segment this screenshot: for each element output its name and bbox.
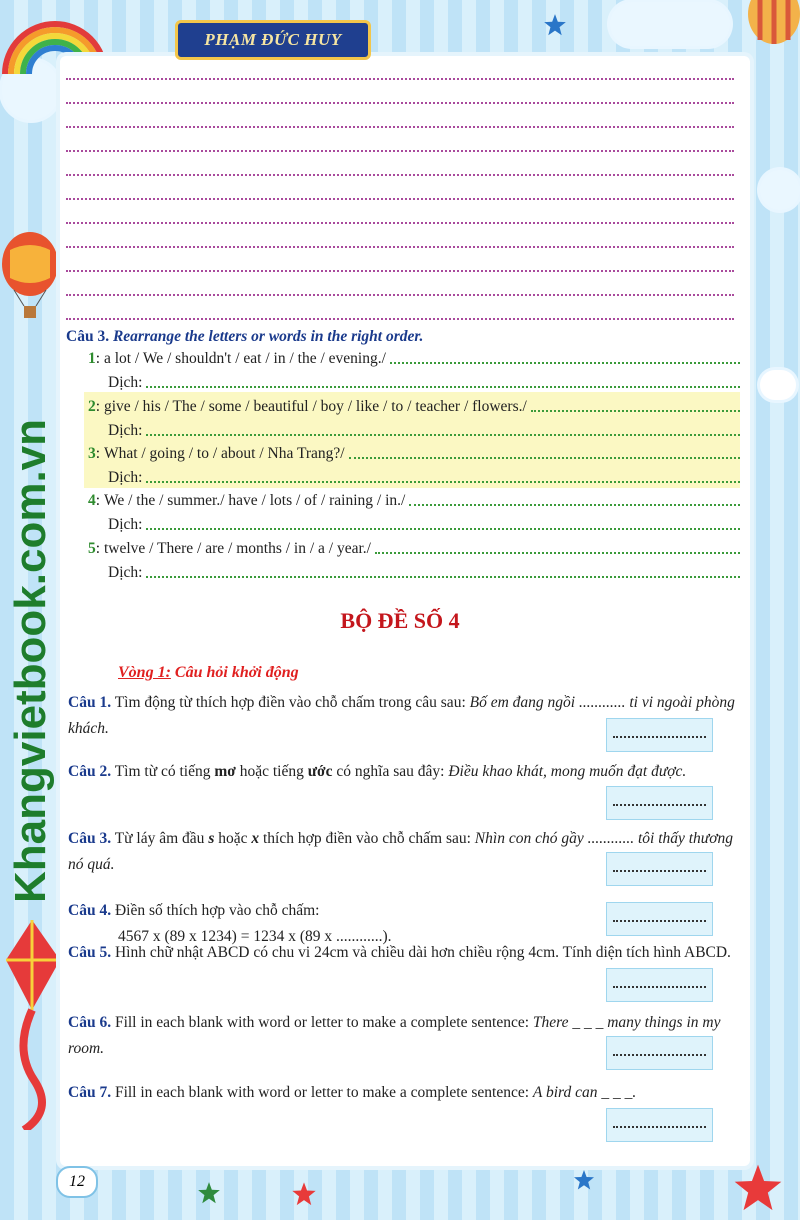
translation-row: Dịch: [108,560,740,582]
star-icon [290,1180,318,1208]
answer-box[interactable] [606,786,713,820]
star-icon [542,12,568,38]
question: Câu 2. Tìm từ có tiếng mơ hoặc tiếng ước có nghĩa sau đây: Điều khao khát, mong muốn đạt được. [68,763,687,780]
writing-line [66,102,734,104]
exercise-item: 4 : We / the / summer./ have / lots / of / raining / in./ [88,488,740,510]
writing-line [66,198,734,200]
answer-line[interactable] [409,504,740,506]
exercise-title [66,328,423,346]
kite-icon [4,920,62,1130]
exercise-item: 1 : a lot / We / shouldn't / eat / in / the / evening./ [88,346,740,368]
exercise-label: Câu 3. [66,328,110,345]
answer-line[interactable] [146,481,740,483]
star-icon [728,1160,788,1216]
translation-row: Dịch: [108,418,740,440]
question: Câu 4. Điền số thích hợp vào chỗ chấm: 4567 x (89 x 1234) = 1234 x (89 x ............). [68,902,392,945]
answer-box[interactable] [606,852,713,886]
writing-line [66,270,734,272]
exercise-item: 5 : twelve / There / are / months / in / a / year./ [88,536,740,558]
star-icon [572,1168,596,1192]
section-title: BỘ ĐỀ SỐ 4 [340,608,460,633]
answer-line[interactable] [146,386,740,388]
answer-line[interactable] [146,576,740,578]
writing-line [66,78,734,80]
answer-line[interactable] [390,362,740,364]
answer-line[interactable] [531,410,740,412]
writing-line [66,126,734,128]
answer-box[interactable] [606,1108,713,1142]
question: Câu 7. Fill in each blank with word or letter to make a complete sentence: A bird can _ _ _. [68,1084,637,1101]
exercise-item: 3 : What / going / to / about / Nha Trang?/ [88,441,740,463]
answer-box[interactable] [606,968,713,1002]
answer-line[interactable] [146,434,740,436]
translation-row: Dịch: [108,465,740,487]
page-number: 12 [56,1166,98,1198]
translation-row: Dịch: [108,370,740,392]
star-icon [196,1180,222,1206]
writing-line [66,318,734,320]
writing-line [66,150,734,152]
watermark: Khangvietbook.com.vn [6,418,55,904]
writing-line [66,174,734,176]
exercise-item: 2 : give / his / The / some / beautiful / boy / like / to / teacher / flowers./ [88,394,740,416]
question: Câu 6. Fill in each blank with word or letter to make a complete sentence: There _ _ _ many things in my room. [68,1014,721,1057]
answer-line[interactable] [349,457,740,459]
round-title: Vòng 1: Câu hỏi khởi động [118,664,299,681]
writing-line [66,294,734,296]
cloud-decoration [610,2,730,46]
answer-line[interactable] [375,552,740,554]
answer-box[interactable] [606,902,713,936]
answer-box[interactable] [606,1036,713,1070]
question: Câu 1. Tìm động từ thích hợp điền vào chỗ chấm trong câu sau: Bố em đang ngồi ............ ti vi ngoài phòng khách. [68,694,735,737]
hot-air-balloon-icon [0,230,62,330]
hot-air-balloon-icon [740,0,800,60]
cloud-decoration [760,170,800,210]
writing-line [66,246,734,248]
writing-line [66,222,734,224]
author-badge: PHẠM ĐỨC HUY [175,20,371,60]
translation-row: Dịch: [108,512,740,534]
question: Câu 5. Hình chữ nhật ABCD có chu vi 24cm và chiều dài hơn chiều rộng 4cm. Tính diện tích hình ABCD. [68,944,731,961]
answer-box[interactable] [606,718,713,752]
exercise-instruction: Rearrange the letters or words in the right order. [112,328,424,345]
question: Câu 3. Từ láy âm đầu s hoặc x thích hợp điền vào chỗ chấm sau: Nhìn con chó gầy ............ tôi thấy thương nó quá. [68,830,734,873]
answer-line[interactable] [146,528,740,530]
cloud-decoration [760,370,796,400]
